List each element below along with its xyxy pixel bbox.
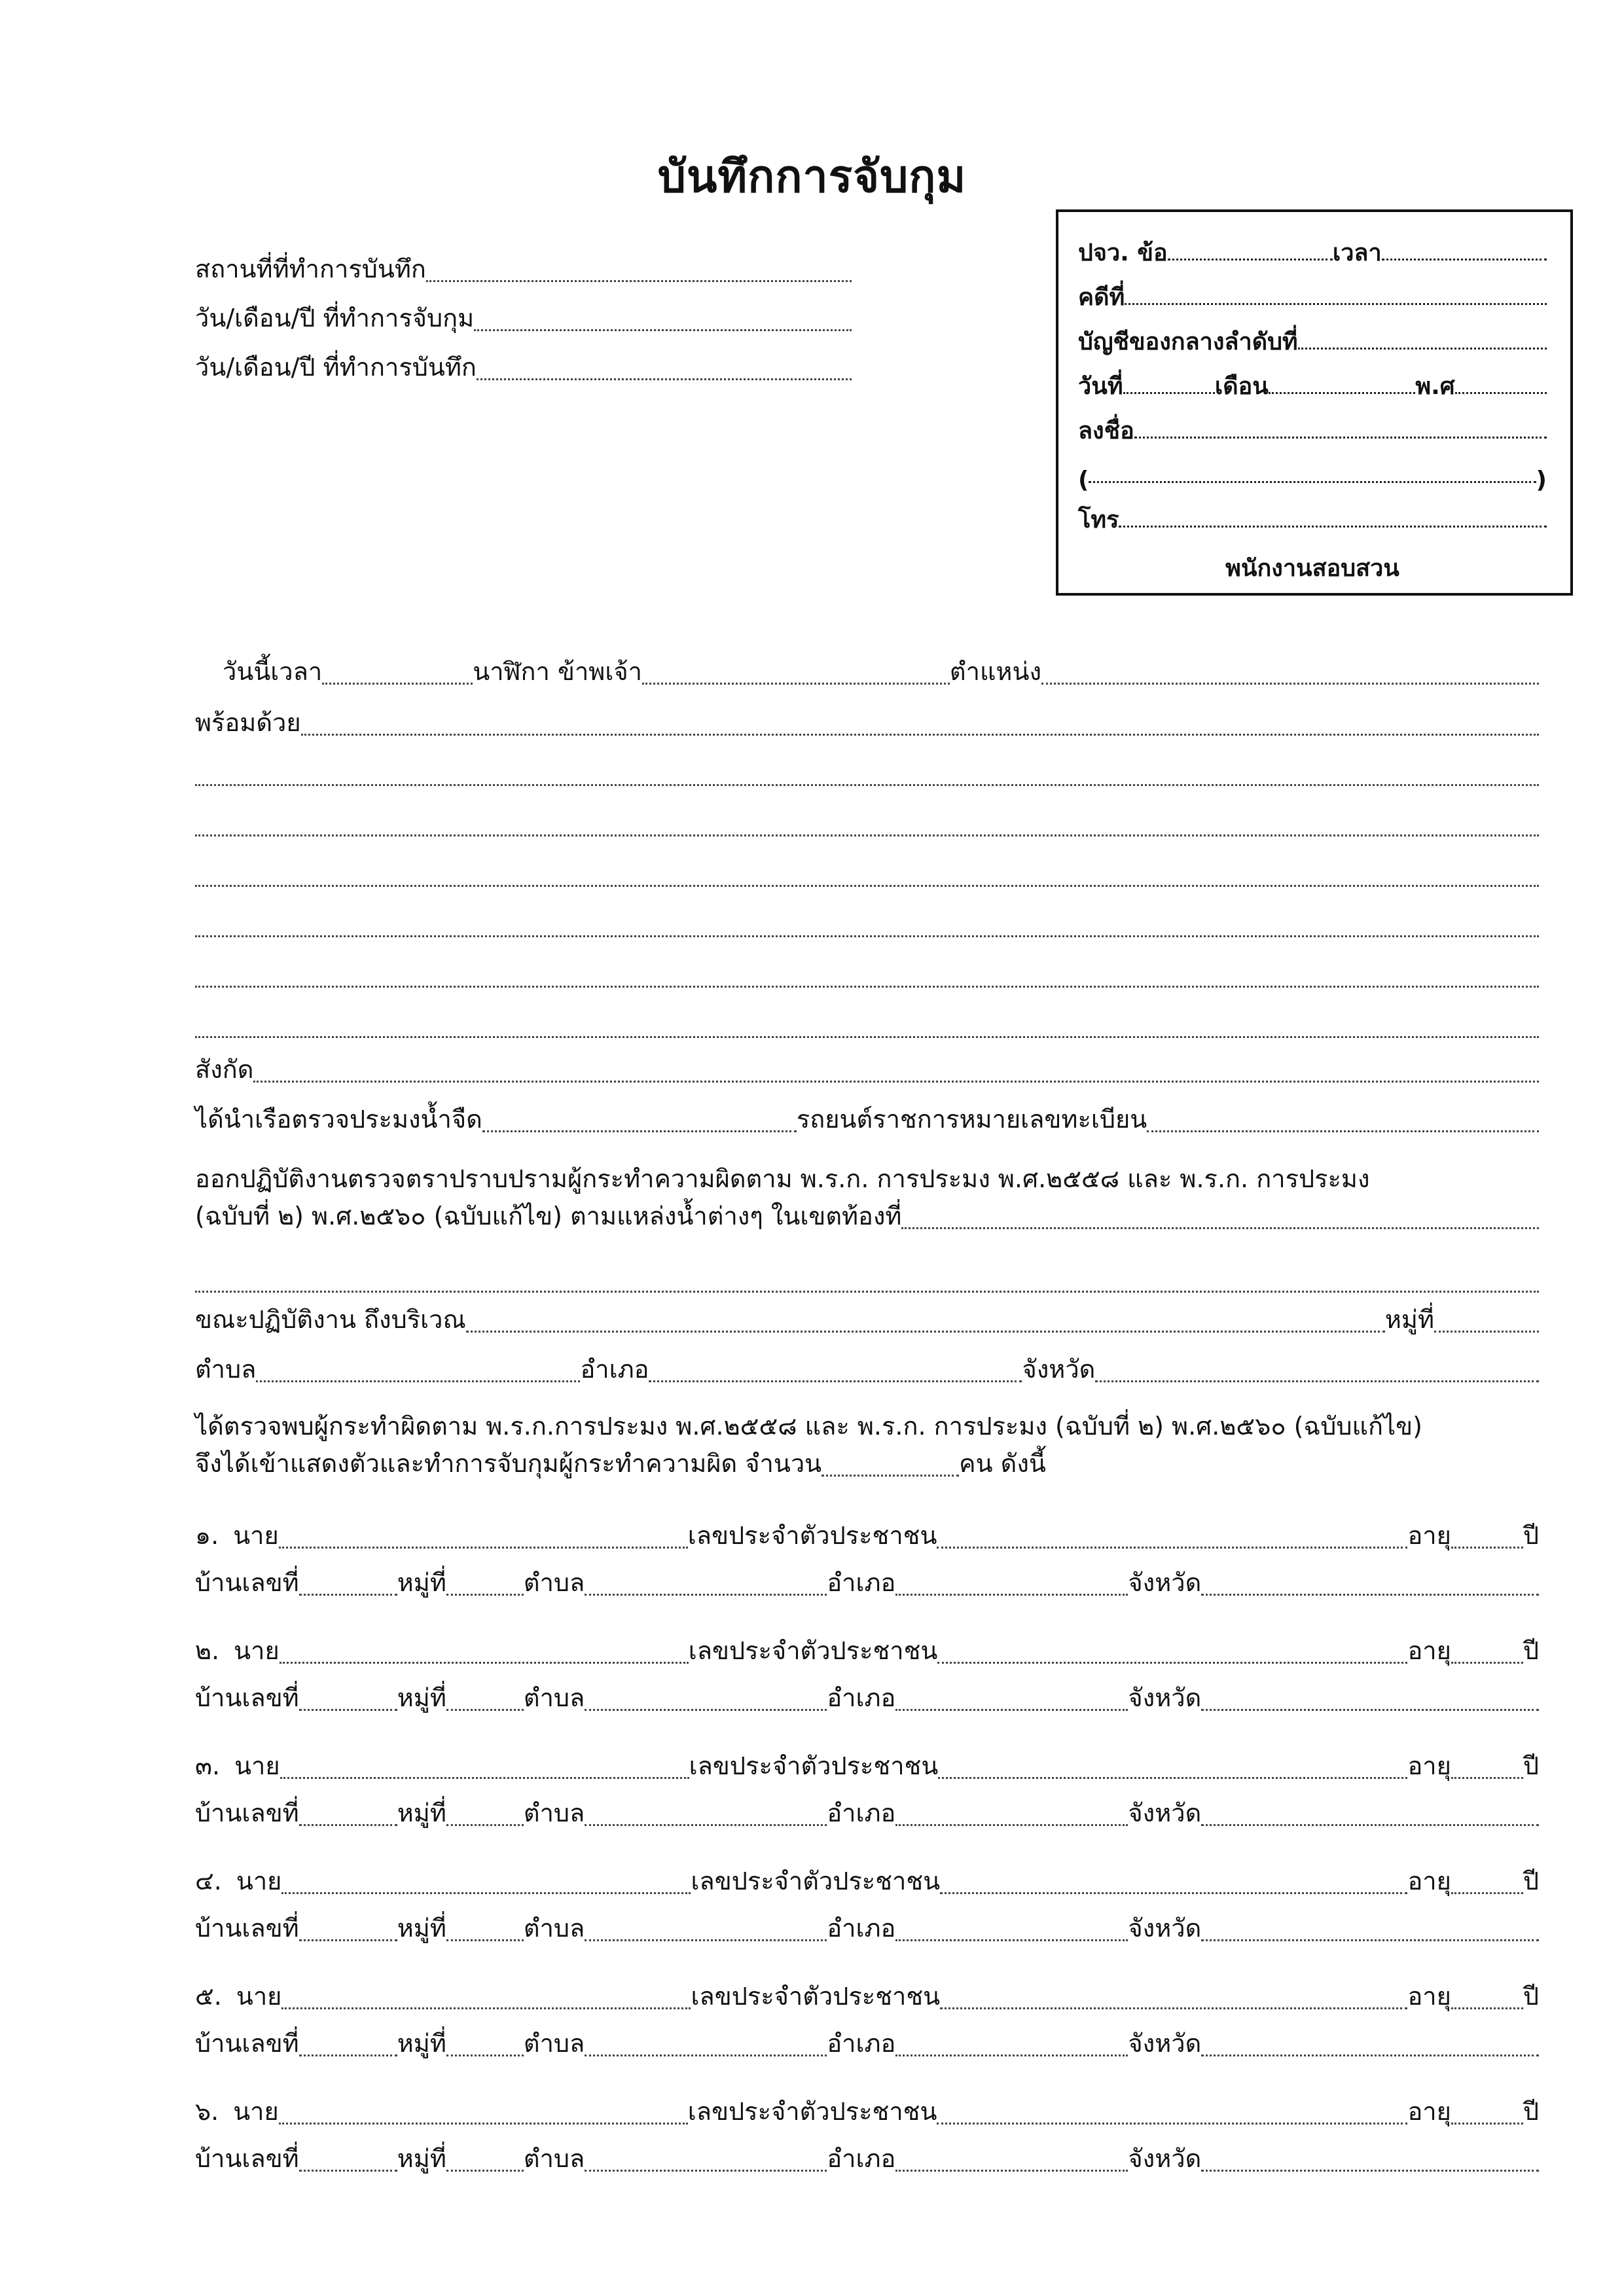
village-label: หมู่ที่ — [397, 1799, 446, 1827]
person-number: ๕. — [195, 1982, 222, 2011]
phone-label: โทร — [1078, 507, 1119, 533]
person-row[interactable] — [195, 1749, 1539, 1788]
mr-label: นาย — [234, 1751, 280, 1780]
place-label: สถานที่ที่ทำการบันทึก — [195, 255, 426, 283]
house-no-label: บ้านเลขที่ — [195, 1568, 299, 1597]
id-card-label: เลขประจำตัวประชาชน — [691, 1982, 941, 2011]
years-label: ปี — [1523, 1982, 1539, 2011]
house-no-label: บ้านเลขที่ — [195, 2029, 299, 2058]
village-label: หมู่ที่ — [1384, 1305, 1434, 1334]
subdistrict-label: ตำบล — [523, 1799, 585, 1827]
together-line[interactable] — [195, 706, 1539, 745]
blank-line[interactable] — [195, 935, 1539, 937]
evidence-label: บัญชีของกลางลำดับที่ — [1078, 329, 1298, 355]
boat-label: ได้นำเรือตรวจประมงน้ำจืด — [195, 1105, 482, 1134]
province-label: จังหวัด — [1128, 1683, 1202, 1712]
mr-label: นาย — [236, 1867, 282, 1895]
province-label: จังหวัด — [1128, 2029, 1202, 2058]
clause-label: ปจว. ข้อ — [1078, 240, 1168, 266]
person-row[interactable] — [195, 2094, 1539, 2134]
box-row-date[interactable] — [1078, 360, 1547, 404]
person-number: ๖. — [195, 2097, 219, 2126]
vehicle-line[interactable] — [195, 1102, 1539, 1141]
blank-line[interactable] — [195, 986, 1539, 988]
village-label: หมู่ที่ — [397, 2144, 446, 2173]
subdistrict-label: ตำบล — [523, 1568, 585, 1597]
person-row[interactable] — [195, 1518, 1539, 1558]
id-card-label: เลขประจำตัวประชาชน — [687, 2097, 937, 2126]
time-label: วันนี้เวลา — [223, 657, 323, 686]
person-row[interactable] — [195, 1634, 1539, 1673]
id-card-label: เลขประจำตัวประชาชน — [689, 1751, 939, 1780]
paren-open: ( — [1078, 467, 1089, 493]
district-label: อำเภอ — [827, 1683, 896, 1712]
person-number: ๑. — [195, 1521, 219, 1550]
box-row-case[interactable] — [1078, 271, 1547, 315]
age-label: อายุ — [1407, 1751, 1451, 1780]
box-row-name[interactable] — [1078, 449, 1547, 493]
province-label: จังหวัด — [1128, 1568, 1202, 1597]
subdistrict-label: ตำบล — [523, 2144, 585, 2173]
years-label: ปี — [1523, 1636, 1539, 1665]
area-label: (ฉบับที่ ๒) พ.ศ.๒๕๖๐ (ฉบับแก้ไข) ตามแหล่งน้ำต่างๆ ในเขตท้องที่ — [195, 1202, 902, 1230]
age-label: อายุ — [1407, 1521, 1451, 1550]
mr-label: นาย — [233, 1521, 279, 1550]
duty-line-2[interactable] — [195, 1199, 1539, 1238]
location-line[interactable] — [195, 1302, 1539, 1342]
vehicle-label: รถยนต์ราชการหมายเลขทะเบียน — [796, 1105, 1147, 1134]
day-label: วันที่ — [1078, 373, 1123, 400]
person-number: ๒. — [195, 1636, 220, 1665]
page-title: บันทึกการจับกุม — [657, 151, 967, 203]
found-text: ได้ตรวจพบผู้กระทำผิดตาม พ.ร.ก.การประมง พ.ศ.๒๕๕๘ และ พ.ร.ก. การประมง (ฉบับที่ ๒) พ.ศ.๒๕๖๐ (ฉบับแก้ไข) — [195, 1412, 1422, 1441]
place-field[interactable] — [195, 252, 852, 291]
age-label: อายุ — [1407, 1982, 1451, 2011]
village-label: หมู่ที่ — [397, 1568, 446, 1597]
record-date-label: วัน/เดือน/ปี ที่ทำการบันทึก — [195, 353, 477, 382]
duty-text-1: ออกปฏิบัติงานตรวจตราปราบปรามผู้กระทำความผิดตาม พ.ร.ก. การประมง พ.ศ.๒๕๕๘ และ พ.ร.ก. การประมง — [195, 1164, 1370, 1193]
location-label: ขณะปฏิบัติงาน ถึงบริเวณ — [195, 1305, 466, 1334]
box-row-phone[interactable] — [1078, 493, 1547, 538]
subdistrict-label: ตำบล — [195, 1355, 257, 1384]
blank-line[interactable] — [195, 834, 1539, 836]
case-label: คดีที่ — [1078, 284, 1125, 311]
investigator-box — [1056, 209, 1573, 596]
province-label: จังหวัด — [1128, 1914, 1202, 1943]
person-row[interactable] — [195, 1979, 1539, 2018]
blank-line[interactable] — [195, 885, 1539, 887]
box-row-clause[interactable] — [1078, 226, 1547, 271]
together-label: พร้อมด้วย — [195, 708, 301, 737]
person-address-row[interactable] — [195, 2142, 1539, 2181]
village-label: หมู่ที่ — [397, 2029, 446, 2058]
time-label: เวลา — [1332, 240, 1382, 266]
district-label: อำเภอ — [827, 1799, 896, 1827]
age-label: อายุ — [1407, 1867, 1451, 1895]
years-label: ปี — [1523, 1521, 1539, 1550]
position-label: ตำแหน่ง — [949, 657, 1042, 686]
village-label: หมู่ที่ — [397, 1914, 446, 1943]
district-label: อำเภอ — [580, 1355, 649, 1384]
mr-label: นาย — [236, 1982, 282, 2011]
affiliation-line[interactable] — [195, 1052, 1539, 1092]
village-label: หมู่ที่ — [397, 1683, 446, 1712]
box-row-sign[interactable] — [1078, 404, 1547, 449]
persons-label: คน ดังนี้ — [959, 1449, 1046, 1478]
record-date-field[interactable] — [195, 350, 852, 389]
id-card-label: เลขประจำตัวประชาชน — [688, 1636, 938, 1665]
officer-label: นาฬิกา ข้าพเจ้า — [473, 657, 642, 686]
age-label: อายุ — [1407, 2097, 1451, 2126]
mr-label: นาย — [234, 1636, 280, 1665]
address-line[interactable] — [195, 1352, 1539, 1391]
arrest-date-field[interactable] — [195, 301, 852, 340]
box-row-evidence[interactable] — [1078, 315, 1547, 360]
years-label: ปี — [1523, 2097, 1539, 2126]
house-no-label: บ้านเลขที่ — [195, 1914, 299, 1943]
person-row[interactable] — [195, 1864, 1539, 1903]
person-address-row[interactable] — [195, 2026, 1539, 2066]
house-no-label: บ้านเลขที่ — [195, 1683, 299, 1712]
id-card-label: เลขประจำตัวประชาชน — [687, 1521, 937, 1550]
person-number: ๔. — [195, 1867, 222, 1895]
district-label: อำเภอ — [827, 1568, 896, 1597]
blank-line[interactable] — [195, 1291, 1539, 1293]
years-label: ปี — [1523, 1751, 1539, 1780]
person-address-row[interactable] — [195, 1796, 1539, 1835]
person-address-row[interactable] — [195, 1911, 1539, 1950]
age-label: อายุ — [1407, 1636, 1451, 1665]
person-number: ๓. — [195, 1751, 221, 1780]
district-label: อำเภอ — [827, 2144, 896, 2173]
province-label: จังหวัด — [1128, 2144, 1202, 2173]
affiliation-label: สังกัด — [195, 1055, 254, 1084]
subdistrict-label: ตำบล — [523, 1914, 585, 1943]
subdistrict-label: ตำบล — [523, 1683, 585, 1712]
house-no-label: บ้านเลขที่ — [195, 1799, 299, 1827]
house-no-label: บ้านเลขที่ — [195, 2144, 299, 2173]
month-label: เดือน — [1214, 373, 1269, 400]
subdistrict-label: ตำบล — [523, 2029, 585, 2058]
investigator-title: พนักงานสอบสวน — [1225, 555, 1399, 582]
province-label: จังหวัด — [1022, 1355, 1096, 1384]
district-label: อำเภอ — [827, 2029, 896, 2058]
person-address-row[interactable] — [195, 1566, 1539, 1605]
person-address-row[interactable] — [195, 1681, 1539, 1720]
paren-close: ) — [1536, 467, 1547, 493]
arrest-date-label: วัน/เดือน/ปี ที่ทำการจับกุม — [195, 304, 475, 332]
arrest-label: จึงได้เข้าแสดงตัวและทำการจับกุมผู้กระทำความผิด จำนวน — [195, 1449, 822, 1478]
mr-label: นาย — [233, 2097, 279, 2126]
years-label: ปี — [1523, 1867, 1539, 1895]
district-label: อำเภอ — [827, 1914, 896, 1943]
sign-label: ลงชื่อ — [1078, 418, 1134, 444]
id-card-label: เลขประจำตัวประชาชน — [691, 1867, 941, 1895]
year-label: พ.ศ — [1415, 373, 1455, 400]
officer-line[interactable] — [223, 655, 1539, 694]
province-label: จังหวัด — [1128, 1799, 1202, 1827]
blank-line[interactable] — [195, 1036, 1539, 1038]
blank-line[interactable] — [195, 784, 1539, 786]
arrest-count-line[interactable] — [195, 1446, 1539, 1486]
